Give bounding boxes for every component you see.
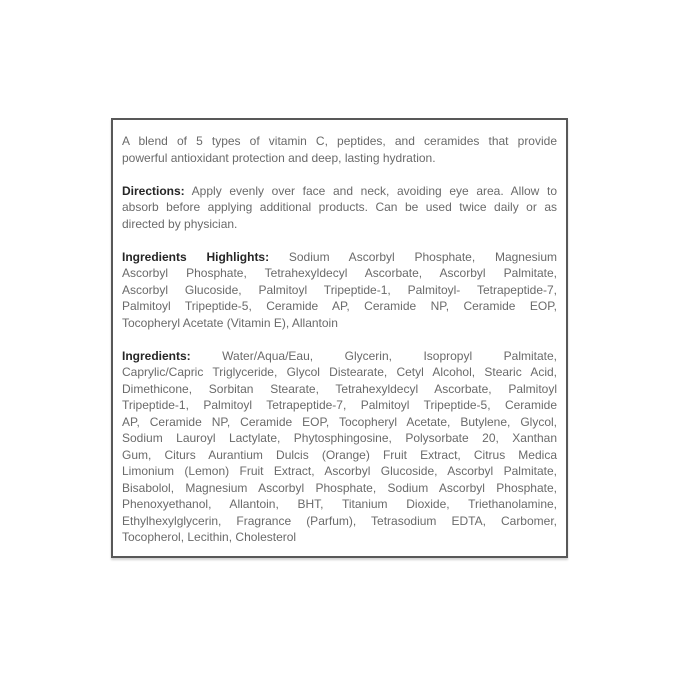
text-line: Tripeptide-1, Palmitoyl Tetrapeptide-7, Palmitoyl Tripeptide-5, Ceramide — [122, 398, 557, 412]
text-line: Gum, Citurs Aurantium Dulcis (Orange) Fruit Extract, Citrus Medica — [122, 447, 557, 462]
text-line: Phenoxyethanol, Allantoin, BHT, Titanium Dioxide, Triethanolamine, — [122, 497, 557, 511]
text-line: Limonium (Lemon) Fruit Extract, Ascorbyl Glucoside, Ascorbyl Palmitate, — [122, 464, 557, 478]
text-line: Ingredients: Water/Aqua/Eau, Glycerin, Isopropyl Palmitate, — [122, 348, 557, 363]
text-line: Dimethicone, Sorbitan Stearate, Tetrahexyldecyl Ascorbate, Palmitoyl — [122, 381, 557, 396]
paragraph-product-description — [122, 133, 557, 166]
paragraph-heading: Ingredients Highlights: — [122, 249, 270, 264]
paragraph-directions — [122, 183, 557, 233]
text-line: absorb before applying additional products. Can be used twice daily or as — [122, 200, 557, 214]
text-line: AP, Ceramide NP, Ceramide EOP, Tocopheryl Acetate, Butylene, Glycol, — [122, 414, 557, 429]
paragraph-heading: Ingredients: — [122, 348, 191, 363]
text-line: powerful antioxidant protection and deep, lasting hydration. — [122, 150, 436, 165]
text-line: Ethylhexylglycerin, Fragrance (Parfum), Tetrasodium EDTA, Carbomer, — [122, 513, 557, 528]
text-line: Ascorbyl Glucoside, Palmitoyl Tripeptide-1, Palmitoyl- Tetrapeptide-7, — [122, 282, 557, 297]
product-label-panel — [111, 118, 568, 558]
text-line: Tocopheryl Acetate (Vitamin E), Allantoin — [122, 315, 338, 330]
text-line: Ingredients Highlights: Sodium Ascorbyl Phosphate, Magnesium — [122, 249, 557, 264]
text-line: Directions: Apply evenly over face and neck, avoiding eye area. Allow to — [122, 183, 557, 198]
text-line: Bisabolol, Magnesium Ascorbyl Phosphate, Sodium Ascorbyl Phosphate, — [122, 480, 557, 495]
paragraph-heading: Directions: — [122, 183, 185, 198]
text-line: A blend of 5 types of vitamin C, peptides, and ceramides that provide — [122, 134, 557, 148]
text-line: Tocopherol, Lecithin, Cholesterol — [122, 530, 297, 544]
paragraph-ingredients — [122, 348, 557, 546]
text-line: Caprylic/Capric Triglyceride, Glycol Distearate, Cetyl Alcohol, Stearic Acid, — [122, 365, 557, 379]
text-line: Sodium Lauroyl Lactylate, Phytosphingosine, Polysorbate 20, Xanthan — [122, 431, 557, 445]
text-line: directed by physician. — [122, 216, 238, 231]
text-line: Ascorbyl Phosphate, Tetrahexyldecyl Ascorbate, Ascorbyl Palmitate, — [122, 266, 557, 280]
label-text — [122, 133, 557, 546]
text-line: Palmitoyl Tripeptide-5, Ceramide AP, Ceramide NP, Ceramide EOP, — [122, 299, 557, 313]
paragraph-ingredients-highlights — [122, 249, 557, 332]
